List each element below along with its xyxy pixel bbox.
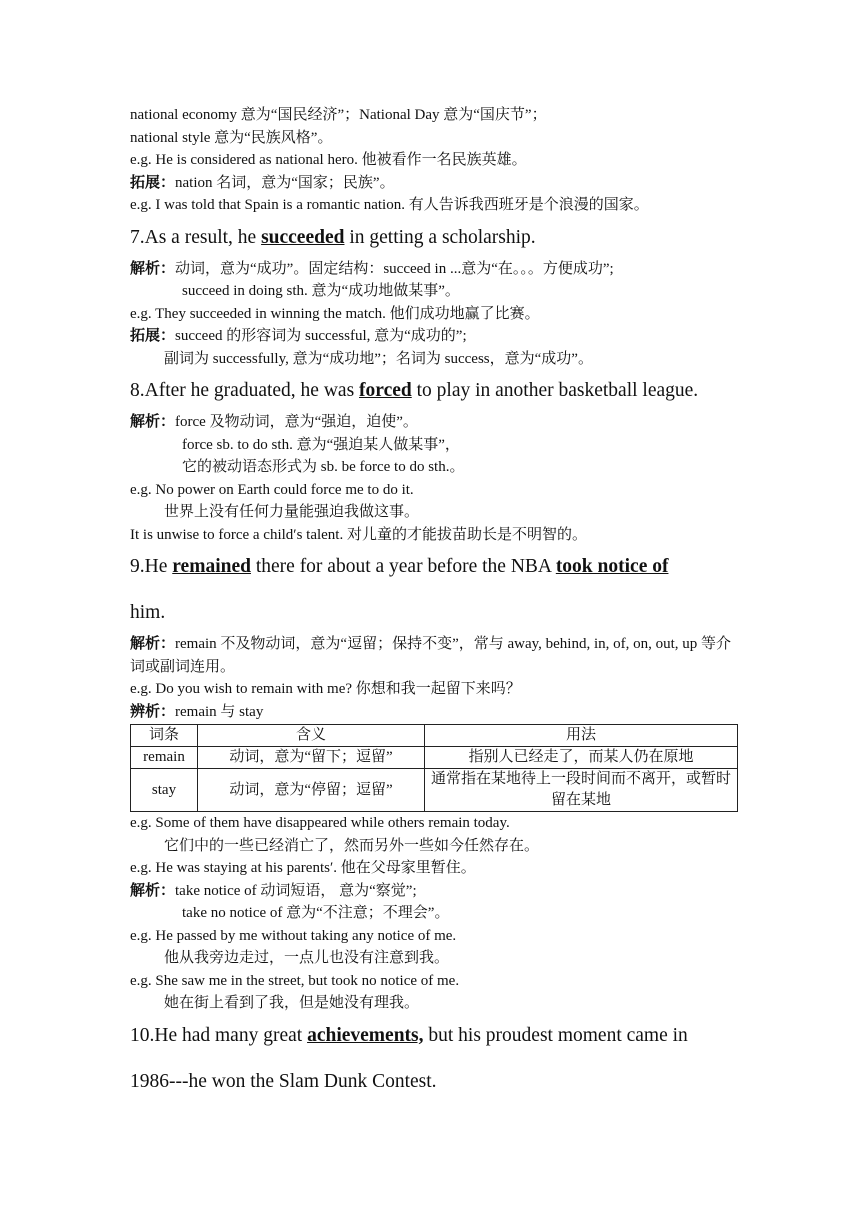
- table-header-row: [131, 725, 738, 747]
- example-line: e.g. Some of them have disappeared while others remain today.: [130, 815, 510, 831]
- analysis-line: 解析：动词，意为“成功”。固定结构：succeed in ...意为“在。。。方便成功”;: [130, 260, 614, 277]
- table-header: 含义: [198, 725, 425, 747]
- keyword-took-notice-of: took notice of: [555, 556, 669, 577]
- document-page: [130, 104, 740, 1096]
- example-line: e.g. No power on Earth could force me to do it.: [130, 481, 414, 498]
- extension-line: 拓展：succeed 的形容词为 successful, 意为“成功的”;: [130, 328, 467, 344]
- analysis-line: force sb. to do sth. 意为“强迫某人做某事”，: [182, 436, 460, 453]
- table-header: 用法: [425, 725, 738, 747]
- table-cell: stay: [131, 769, 198, 812]
- example-line: It is unwise to force a child′s talent. 对儿童的才能拔苗助长是不明智的。: [130, 526, 587, 543]
- example-translation: 世界上没有任何力量能强迫我做这事。: [164, 504, 420, 520]
- table-cell: 动词，意为“停留；逗留”: [198, 769, 425, 812]
- text-line: national style 意为“民族风格”。: [130, 129, 333, 146]
- analysis-line: take no notice of 意为“不注意；不理会”。: [182, 905, 450, 921]
- example-translation: 它们中的一些已经消亡了，然而另外一些如今任然存在。: [164, 837, 540, 854]
- extension-label: 拓展：: [130, 174, 176, 191]
- table-row: [131, 747, 738, 769]
- example-line: e.g. She saw me in the street, but took no notice of me.: [130, 972, 460, 989]
- text-line: national economy 意为“国民经济”；National Day 意为“国庆节”；: [130, 107, 547, 123]
- example-line: e.g. Do you wish to remain with me? 你想和我一起留下来吗？: [130, 681, 521, 697]
- example-translation: 她在街上看到了我，但是她没有理我。: [164, 995, 420, 1011]
- comparison-table: [130, 724, 738, 812]
- analysis-line: succeed in doing sth. 意为“成功地做某事”。: [182, 283, 460, 299]
- sentence-10: 10.He had many great achievements, but his proudest moment came in: [130, 1024, 688, 1046]
- extension-line: 副词为 successfully, 意为“成功地”；名词为 success，意为“成功”。: [164, 350, 593, 367]
- extension-label: 拓展：: [130, 328, 176, 344]
- keyword-achievements: achievements,: [307, 1024, 424, 1046]
- analysis-label: 解析：: [130, 882, 176, 899]
- analysis-line: 解析：take notice of 动词短语， 意为“察觉”;: [130, 882, 417, 899]
- comparison-line: 辨析：remain 与 stay: [130, 703, 264, 720]
- example-translation: 他从我旁边走过，一点儿也没有注意到我。: [164, 950, 450, 966]
- sentence-10-continued: 1986---he won the Slam Dunk Contest.: [130, 1070, 437, 1092]
- sentence-9-continued: him.: [130, 602, 166, 623]
- table-cell: 通常指在某地待上一段时间而不离开，或暂时留在某地: [425, 769, 738, 812]
- sentence-7: 7.As a result, he succeeded in getting a scholarship.: [130, 226, 536, 248]
- example-line: e.g. He is considered as national hero. 他被看作一名民族英雄。: [130, 152, 527, 168]
- sentence-9: 9.He remained there for about a year before the NBA took notice of: [130, 556, 669, 577]
- example-line: e.g. I was told that Spain is a romantic nation. 有人告诉我西班牙是个浪漫的国家。: [130, 197, 649, 213]
- example-line: e.g. They succeeded in winning the match. 他们成功地赢了比赛。: [130, 305, 540, 322]
- analysis-line: 解析：force 及物动词，意为“强迫，迫使”。: [130, 414, 418, 430]
- example-line: e.g. He passed by me without taking any notice of me.: [130, 927, 457, 944]
- analysis-label: 解析：: [130, 636, 176, 652]
- table-cell: 动词，意为“留下；逗留”: [198, 747, 425, 769]
- comparison-label: 辨析：: [130, 703, 176, 720]
- analysis-paragraph: 解析：remain 不及物动词，意为“逗留；保持不变”，常与 away, behind, in, of, on, out, up 等介词或副词连用。: [130, 636, 732, 675]
- extension-text: nation 名词，意为“国家；民族”。: [175, 174, 395, 191]
- analysis-line: 它的被动语态形式为 sb. be force to do sth.。: [182, 459, 465, 475]
- table-cell: 指别人已经走了，而某人仍在原地: [425, 747, 738, 769]
- keyword-succeeded: succeeded: [261, 226, 345, 248]
- analysis-label: 解析：: [130, 414, 176, 430]
- keyword-forced: forced: [359, 380, 412, 401]
- extension-line: [130, 172, 740, 195]
- example-line: e.g. He was staying at his parents′. 他在父母家里暂住。: [130, 860, 476, 876]
- sentence-8: 8.After he graduated, he was forced to play in another basketball league.: [130, 380, 699, 401]
- analysis-label: 解析：: [130, 260, 176, 277]
- keyword-remained: remained: [172, 556, 251, 577]
- table-row: [131, 769, 738, 812]
- table-cell: remain: [131, 747, 198, 769]
- table-header: 词条: [131, 725, 198, 747]
